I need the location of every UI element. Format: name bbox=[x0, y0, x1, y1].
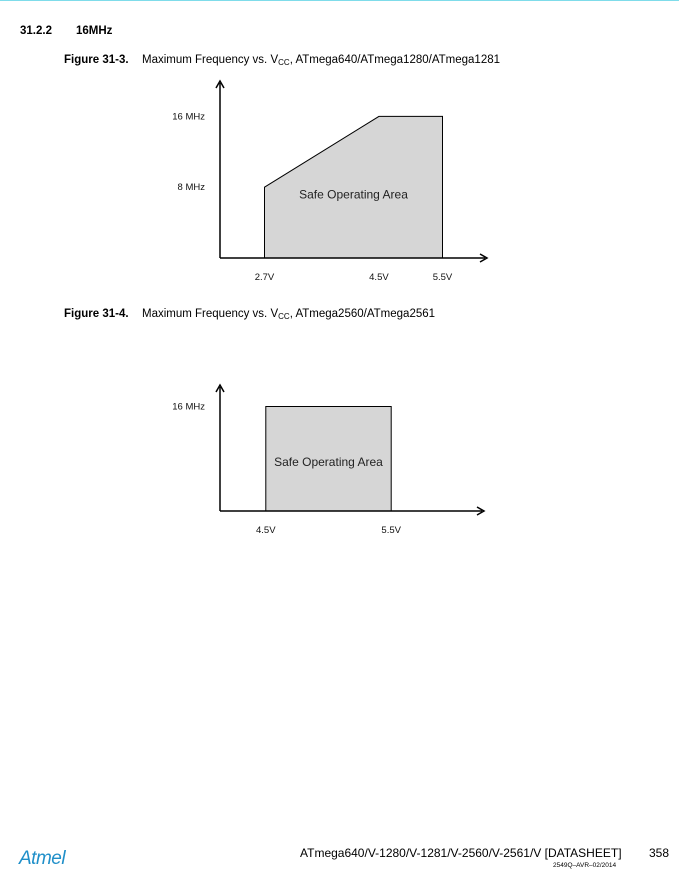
area-label: Safe Operating Area bbox=[274, 455, 383, 470]
y-tick-label: 8 MHz bbox=[177, 182, 205, 194]
caption-subscript: CC bbox=[278, 58, 290, 67]
section-title: 16MHz bbox=[76, 25, 113, 37]
x-tick-label: 5.5V bbox=[381, 525, 401, 536]
y-tick-label: 16 MHz bbox=[172, 111, 205, 123]
section-number: 31.2.2 bbox=[20, 25, 52, 37]
atmel-logo: Atmel bbox=[19, 848, 66, 869]
x-tick-label: 5.5V bbox=[432, 272, 453, 283]
page-number: 358 bbox=[649, 846, 670, 860]
x-tick-label: 2.7V bbox=[254, 272, 275, 283]
document-code: 2549Q–AVR–02/2014 bbox=[553, 862, 617, 869]
figure-label: Figure 31-3. bbox=[64, 54, 129, 66]
caption-text-pre: Maximum Frequency vs. V bbox=[142, 54, 279, 66]
y-tick-label: 16 MHz bbox=[172, 401, 205, 413]
caption-text-post: , ATmega640/ATmega1280/ATmega1281 bbox=[289, 54, 501, 66]
footer-document-title: ATmega640/V-1280/V-1281/V-2560/V-2561/V [DATASHEET] bbox=[300, 846, 622, 860]
x-tick-label: 4.5V bbox=[256, 525, 276, 536]
x-tick-label: 4.5V bbox=[369, 272, 389, 283]
caption-text-pre: Maximum Frequency vs. V bbox=[142, 308, 279, 320]
caption-text-post: , ATmega2560/ATmega2561 bbox=[289, 308, 436, 320]
caption-subscript: CC bbox=[278, 312, 290, 321]
area-label: Safe Operating Area bbox=[299, 187, 408, 202]
figure-label: Figure 31-4. bbox=[64, 308, 129, 320]
